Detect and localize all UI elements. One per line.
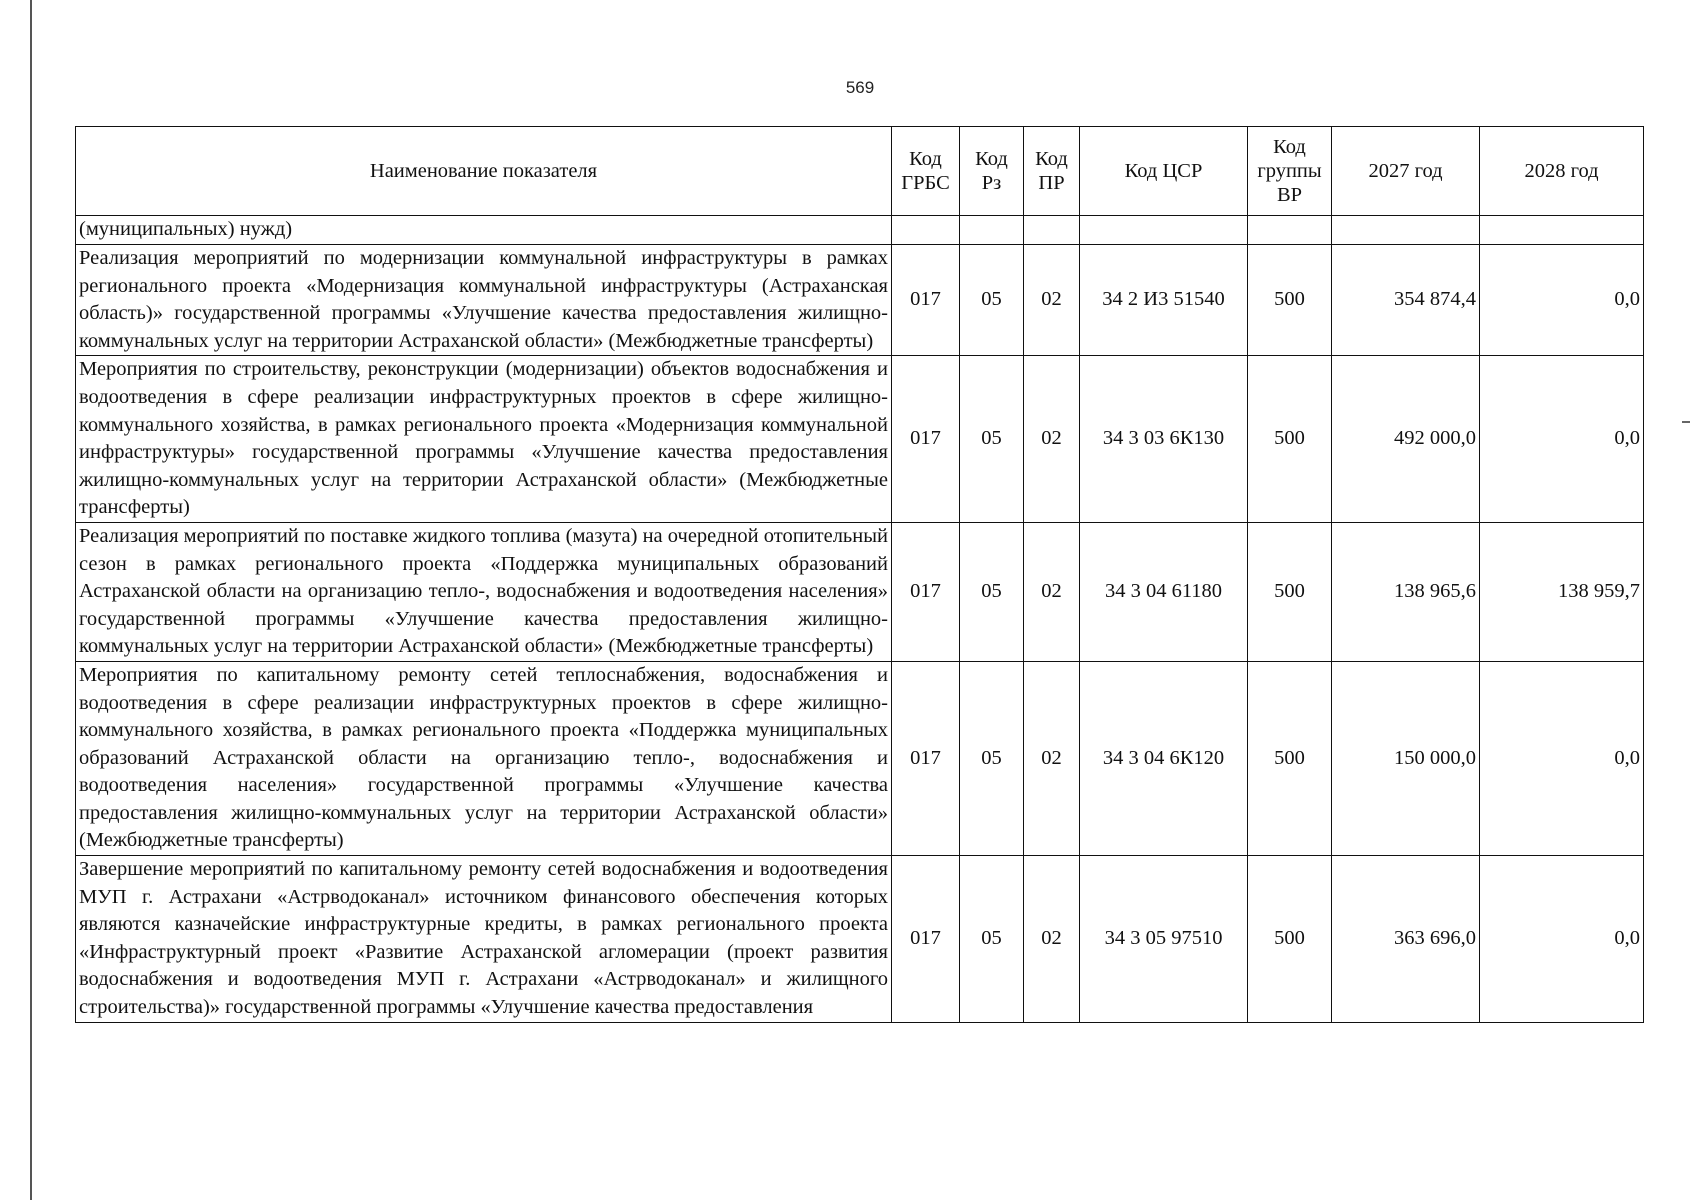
row-csr: 34 3 05 97510	[1080, 856, 1248, 1023]
row-2028	[1480, 216, 1644, 245]
table-header-row	[76, 127, 1644, 216]
row-csr: 34 3 04 6К120	[1080, 661, 1248, 855]
row-grbs: 017	[892, 661, 960, 855]
row-name: Мероприятия по строительству, реконструкции (модернизации) объектов водоснабжения и водоотведения в сфере реализации инфраструктурных проектов в сфере жилищно-коммунального хозяйства, в рамках регионального проекта «Модернизация коммунальной инфраструктуры» государственной программы «Улучшение качества предоставления жилищно-коммунальных услуг на территории Астраханской области» (Межбюджетные трансферты)	[76, 356, 892, 523]
row-name: Реализация мероприятий по модернизации коммунальной инфраструктуры в рамках регионального проекта «Модернизация коммунальной инфраструктуры (Астраханская область)» государственной программы «Улучшение качества предоставления жилищно-коммунальных услуг на территории Астраханской области» (Межбюджетные трансферты)	[76, 245, 892, 356]
table-row	[76, 245, 1644, 356]
row-vr: 500	[1248, 356, 1332, 523]
header-rz: Код Рз	[960, 127, 1024, 216]
row-pr: 02	[1024, 522, 1080, 661]
row-pr: 02	[1024, 661, 1080, 855]
row-2028: 0,0	[1480, 356, 1644, 523]
row-2027: 150 000,0	[1332, 661, 1480, 855]
row-rz: 05	[960, 856, 1024, 1023]
row-grbs: 017	[892, 522, 960, 661]
row-csr: 34 3 03 6К130	[1080, 356, 1248, 523]
row-pr: 02	[1024, 245, 1080, 356]
row-rz	[960, 216, 1024, 245]
row-2028: 0,0	[1480, 661, 1644, 855]
header-pr: Код ПР	[1024, 127, 1080, 216]
row-csr: 34 3 04 61180	[1080, 522, 1248, 661]
table-row	[76, 856, 1644, 1023]
row-name: Мероприятия по капитальному ремонту сетей теплоснабжения, водоснабжения и водоотведения в сфере реализации инфраструктурных проектов в сфере жилищно-коммунального хозяйства, в рамках регионального проекта «Поддержка муниципальных образований Астраханской области на организацию тепло-, водоснабжения и водоотведения населения» государственной программы «Улучшение качества предоставления жилищно-коммунальных услуг на территории Астраханской области» (Межбюджетные трансферты)	[76, 661, 892, 855]
row-rz: 05	[960, 245, 1024, 356]
row-name: Реализация мероприятий по поставке жидкого топлива (мазута) на очередной отопительный сезон в рамках регионального проекта «Поддержка муниципальных образований Астраханской области на организацию тепло-, водоснабжения и водоотведения населения» государственной программы «Улучшение качества предоставления жилищно-коммунальных услуг на территории Астраханской области» (Межбюджетные трансферты)	[76, 522, 892, 661]
row-2027: 354 874,4	[1332, 245, 1480, 356]
table-row	[76, 661, 1644, 855]
row-grbs	[892, 216, 960, 245]
budget-table	[75, 126, 1644, 1023]
row-2027: 492 000,0	[1332, 356, 1480, 523]
row-2027: 363 696,0	[1332, 856, 1480, 1023]
header-2028: 2028 год	[1480, 127, 1644, 216]
row-pr: 02	[1024, 356, 1080, 523]
row-grbs: 017	[892, 856, 960, 1023]
row-grbs: 017	[892, 356, 960, 523]
page-number: 569	[845, 78, 875, 97]
row-vr: 500	[1248, 661, 1332, 855]
scan-artifact	[1682, 421, 1690, 423]
row-rz: 05	[960, 522, 1024, 661]
row-vr: 500	[1248, 856, 1332, 1023]
row-grbs: 017	[892, 245, 960, 356]
row-2027: 138 965,6	[1332, 522, 1480, 661]
row-csr: 34 2 И3 51540	[1080, 245, 1248, 356]
row-csr	[1080, 216, 1248, 245]
row-2028: 0,0	[1480, 245, 1644, 356]
table-row	[76, 522, 1644, 661]
header-2027: 2027 год	[1332, 127, 1480, 216]
row-pr	[1024, 216, 1080, 245]
row-2028: 0,0	[1480, 856, 1644, 1023]
row-rz: 05	[960, 356, 1024, 523]
header-vr: Код группы ВР	[1248, 127, 1332, 216]
table-row	[76, 356, 1644, 523]
row-name: Завершение мероприятий по капитальному ремонту сетей водоснабжения и водоотведения МУП г. Астрахани «Астрводоканал» источником финансового обеспечения которых являются казначейские инфраструктурные кредиты, в рамках регионального проекта «Инфраструктурный проект «Развитие Астраханской агломерации (проект развития водоснабжения и водоотведения МУП г. Астрахани «Астрводоканал» и жилищного строительства)» государственной программы «Улучшение качества предоставления	[76, 856, 892, 1023]
header-name: Наименование показателя	[76, 127, 892, 216]
row-pr: 02	[1024, 856, 1080, 1023]
header-grbs: Код ГРБС	[892, 127, 960, 216]
table-row	[76, 216, 1644, 245]
row-2027	[1332, 216, 1480, 245]
row-2028: 138 959,7	[1480, 522, 1644, 661]
binding-edge-line	[30, 0, 32, 1200]
row-name: (муниципальных) нужд)	[76, 216, 892, 245]
row-rz: 05	[960, 661, 1024, 855]
row-vr	[1248, 216, 1332, 245]
row-vr: 500	[1248, 522, 1332, 661]
row-vr: 500	[1248, 245, 1332, 356]
header-csr: Код ЦСР	[1080, 127, 1248, 216]
